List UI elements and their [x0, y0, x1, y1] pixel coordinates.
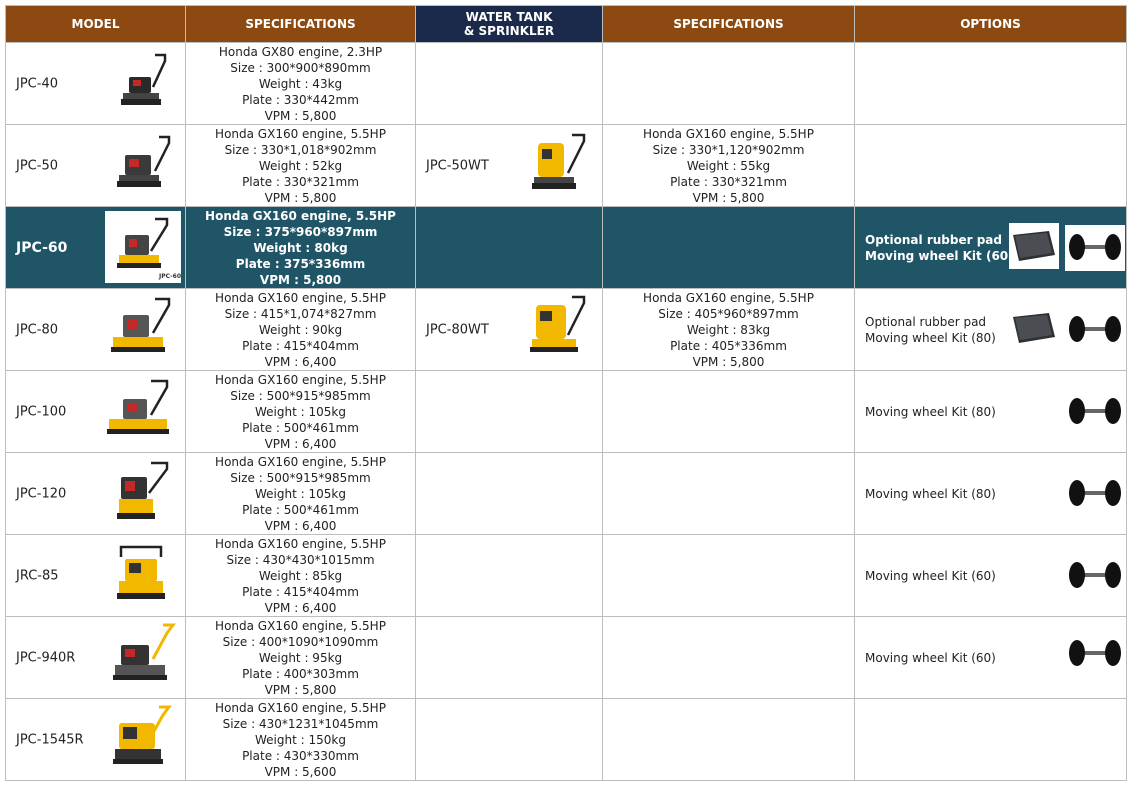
model-name: JPC-50: [16, 158, 58, 173]
model-cell: [6, 699, 186, 781]
model-name: JPC-1545R: [16, 732, 84, 747]
header-water-tank: [416, 6, 603, 43]
option-rubber-pad: Optional rubber pad: [865, 314, 987, 329]
spec-size: Size : 415*1,074*827mm: [224, 306, 377, 321]
spec-vpm: VPM : 6,400: [264, 600, 337, 615]
water-tank-compactor-image: [522, 293, 594, 365]
spec-plate: Plate : 430*330mm: [242, 748, 359, 763]
spec-cell: [186, 453, 416, 535]
spec-vpm: VPM : 6,400: [264, 436, 337, 451]
spec-engine: Honda GX160 engine, 5.5HP: [215, 700, 386, 715]
water-tank-cell: [416, 125, 603, 207]
spec-engine: Honda GX160 engine, 5.5HP: [215, 536, 386, 551]
wt-spec-size: Size : 330*1,120*902mm: [652, 142, 805, 157]
spec-vpm: VPM : 6,400: [264, 354, 337, 369]
wt-spec-cell: [603, 699, 855, 781]
spec-cell: [186, 617, 416, 699]
table-row: [6, 125, 1127, 207]
wt-spec-plate: Plate : 330*321mm: [670, 174, 787, 189]
product-table-wrapper: [5, 5, 1126, 781]
option-wheel-kit: Moving wheel Kit (80): [865, 486, 996, 501]
spec-engine: Honda GX160 engine, 5.5HP: [215, 290, 386, 305]
model-name: JPC-120: [16, 486, 67, 501]
water-tank-cell: [416, 207, 603, 289]
spec-plate: Plate : 500*461mm: [242, 502, 359, 517]
table-row: [6, 699, 1127, 781]
water-tank-compactor-image: [522, 129, 594, 201]
model-name: JPC-940R: [16, 650, 76, 665]
spec-weight: Weight : 95kg: [258, 650, 343, 665]
spec-cell: [186, 371, 416, 453]
header-model: MODEL: [6, 6, 186, 43]
compactor-image: [107, 539, 179, 611]
options-cell: [855, 371, 1127, 453]
spec-engine: Honda GX160 engine, 5.5HP: [215, 454, 386, 469]
spec-size: Size : 400*1090*1090mm: [222, 634, 379, 649]
table-row: [6, 535, 1127, 617]
spec-size: Size : 430*1231*1045mm: [222, 716, 379, 731]
wheel-kit-image: [1065, 307, 1125, 353]
spec-engine: Honda GX80 engine, 2.3HP: [218, 44, 383, 59]
water-tank-cell: [416, 699, 603, 781]
spec-cell: [186, 43, 416, 125]
compactor-image: [107, 47, 179, 119]
spec-engine: Honda GX160 engine, 5.5HP: [215, 372, 386, 387]
wt-spec-cell: [603, 43, 855, 125]
header-specifications: SPECIFICATIONS: [186, 6, 416, 43]
table-row: [6, 43, 1127, 125]
model-cell: [6, 289, 186, 371]
wt-spec-vpm: VPM : 5,800: [692, 354, 765, 369]
spec-weight: Weight : 90kg: [258, 322, 343, 337]
model-cell: [6, 371, 186, 453]
spec-size: Size : 330*1,018*902mm: [224, 142, 377, 157]
wt-spec-cell: [603, 371, 855, 453]
wheel-kit-image: [1065, 553, 1125, 599]
wt-spec-cell: [603, 207, 855, 289]
options-cell: [855, 453, 1127, 535]
spec-cell: [186, 289, 416, 371]
model-name: JPC-60: [16, 239, 68, 256]
compactor-image: [107, 621, 179, 693]
options-text: [865, 568, 996, 584]
options-cell: [855, 535, 1127, 617]
wheel-kit-image: [1065, 225, 1125, 271]
spec-plate: Plate : 330*442mm: [242, 92, 359, 107]
options-text: [865, 232, 1008, 264]
option-wheel-kit: Moving wheel Kit (80): [865, 330, 996, 345]
table-row-highlighted: [6, 207, 1127, 289]
compactor-spec-table: [5, 5, 1127, 781]
wt-spec-plate: Plate : 405*336mm: [670, 338, 787, 353]
compactor-image: [107, 703, 179, 775]
spec-cell: [186, 125, 416, 207]
header-water-line1: WATER TANK: [465, 10, 553, 24]
spec-size: Size : 375*960*897mm: [223, 224, 378, 239]
header-wt-specifications: SPECIFICATIONS: [603, 6, 855, 43]
wheel-kit-image: [1065, 389, 1125, 435]
model-name: JPC-80: [16, 322, 58, 337]
options-text: [865, 314, 996, 346]
model-cell: [6, 535, 186, 617]
spec-size: Size : 500*915*985mm: [230, 470, 371, 485]
model-cell: [6, 617, 186, 699]
options-cell: [855, 617, 1127, 699]
spec-size: Size : 300*900*890mm: [230, 60, 371, 75]
spec-size: Size : 430*430*1015mm: [226, 552, 375, 567]
spec-plate: Plate : 375*336mm: [235, 256, 366, 271]
wheel-kit-image: [1065, 471, 1125, 517]
wt-spec-weight: Weight : 55kg: [686, 158, 771, 173]
spec-cell: [186, 535, 416, 617]
water-tank-cell: [416, 289, 603, 371]
spec-engine: Honda GX160 engine, 5.5HP: [215, 126, 386, 141]
spec-engine: Honda GX160 engine, 5.5HP: [205, 208, 396, 223]
spec-weight: Weight : 80kg: [253, 240, 348, 255]
header-options: OPTIONS: [855, 6, 1127, 43]
model-cell: [6, 207, 186, 289]
option-wheel-kit: Moving wheel Kit (80): [865, 404, 996, 419]
wt-spec-engine: Honda GX160 engine, 5.5HP: [643, 290, 814, 305]
model-name: JPC-100: [16, 404, 67, 419]
header-row: [6, 6, 1127, 43]
table-row: [6, 453, 1127, 535]
spec-weight: Weight : 85kg: [258, 568, 343, 583]
compactor-image: [99, 375, 183, 447]
spec-weight: Weight : 43kg: [258, 76, 343, 91]
options-text: [865, 486, 996, 502]
wheel-kit-image: [1065, 631, 1125, 677]
model-cell: [6, 43, 186, 125]
spec-cell: [186, 699, 416, 781]
compactor-image: [101, 293, 181, 365]
compactor-image: [107, 457, 179, 529]
model-name: JRC-85: [16, 568, 59, 583]
wt-spec-weight: Weight : 83kg: [686, 322, 771, 337]
water-tank-cell: [416, 535, 603, 617]
compactor-image: [107, 129, 179, 201]
wt-spec-cell: [603, 453, 855, 535]
model-cell: [6, 453, 186, 535]
wt-spec-vpm: VPM : 5,800: [692, 190, 765, 205]
table-row: [6, 617, 1127, 699]
wt-spec-cell: [603, 617, 855, 699]
wt-model-name: JPC-80WT: [426, 322, 489, 337]
option-wheel-kit: Moving wheel Kit (60): [865, 650, 996, 665]
option-wheel-kit: Moving wheel Kit (60): [865, 568, 996, 583]
model-name: JPC-40: [16, 76, 58, 91]
compactor-image: [105, 211, 181, 283]
table-row: [6, 371, 1127, 453]
spec-vpm: VPM : 5,800: [264, 682, 337, 697]
options-cell: [855, 207, 1127, 289]
spec-cell: [186, 207, 416, 289]
spec-vpm: VPM : 5,800: [264, 108, 337, 123]
wt-spec-size: Size : 405*960*897mm: [658, 306, 799, 321]
spec-weight: Weight : 105kg: [255, 404, 346, 419]
spec-size: Size : 500*915*985mm: [230, 388, 371, 403]
option-wheel-kit: Moving wheel Kit (60: [865, 248, 1009, 263]
options-cell: [855, 43, 1127, 125]
options-text: [865, 650, 996, 666]
wt-spec-engine: Honda GX160 engine, 5.5HP: [643, 126, 814, 141]
header-water-line2: & SPRINKLER: [463, 24, 555, 38]
water-tank-cell: [416, 453, 603, 535]
spec-engine: Honda GX160 engine, 5.5HP: [215, 618, 386, 633]
water-tank-cell: [416, 617, 603, 699]
spec-plate: Plate : 400*303mm: [242, 666, 359, 681]
spec-plate: Plate : 415*404mm: [242, 338, 359, 353]
water-tank-cell: [416, 43, 603, 125]
model-cell: [6, 125, 186, 207]
options-text: [865, 404, 996, 420]
spec-vpm: VPM : 5,600: [264, 764, 337, 779]
wt-model-name: JPC-50WT: [426, 158, 489, 173]
table-row: [6, 289, 1127, 371]
image-caption: JPC-60: [159, 273, 181, 280]
spec-vpm: VPM : 5,800: [259, 272, 342, 287]
wt-spec-cell: [603, 289, 855, 371]
options-cell: [855, 699, 1127, 781]
rubber-pad-image: [1009, 305, 1059, 351]
spec-vpm: VPM : 5,800: [264, 190, 337, 205]
spec-weight: Weight : 52kg: [258, 158, 343, 173]
water-tank-cell: [416, 371, 603, 453]
wt-spec-cell: [603, 535, 855, 617]
spec-plate: Plate : 500*461mm: [242, 420, 359, 435]
spec-plate: Plate : 415*404mm: [242, 584, 359, 599]
option-rubber-pad: Optional rubber pad: [865, 232, 1002, 247]
spec-vpm: VPM : 6,400: [264, 518, 337, 533]
spec-weight: Weight : 105kg: [255, 486, 346, 501]
options-cell: [855, 125, 1127, 207]
spec-plate: Plate : 330*321mm: [242, 174, 359, 189]
rubber-pad-image: [1009, 223, 1059, 269]
spec-weight: Weight : 150kg: [255, 732, 346, 747]
options-cell: [855, 289, 1127, 371]
wt-spec-cell: [603, 125, 855, 207]
